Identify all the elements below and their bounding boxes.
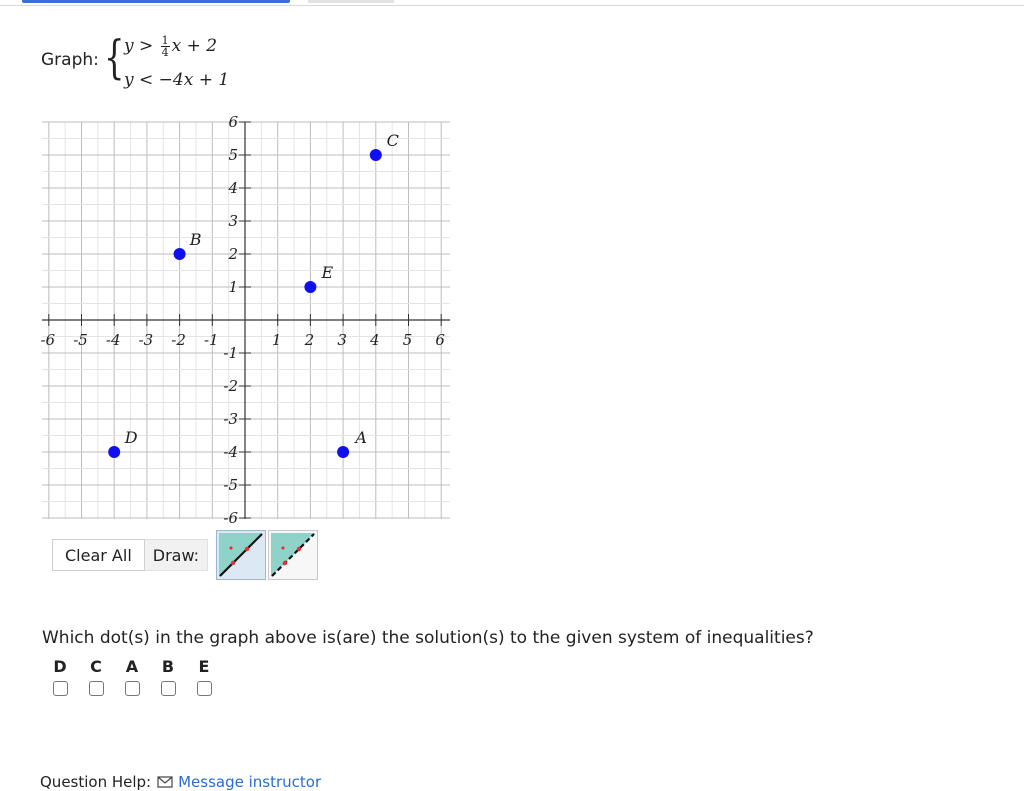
checkbox[interactable] bbox=[125, 681, 140, 696]
checkbox[interactable] bbox=[53, 681, 68, 696]
question-help bbox=[40, 773, 321, 791]
checkbox[interactable] bbox=[197, 681, 212, 696]
x-tick-label: 5 bbox=[402, 331, 413, 349]
choice-b[interactable] bbox=[150, 657, 186, 696]
x-tick-label: -3 bbox=[138, 331, 154, 349]
checkbox[interactable] bbox=[89, 681, 104, 696]
y-tick-label: 1 bbox=[228, 278, 238, 296]
graph-toolbar bbox=[52, 538, 208, 572]
choice-letter: E bbox=[198, 657, 210, 676]
point-label-e: E bbox=[321, 263, 334, 282]
choice-c[interactable] bbox=[78, 657, 114, 696]
inequality-2: y < −4x + 1 bbox=[124, 70, 230, 90]
x-tick-label: 6 bbox=[435, 331, 445, 349]
message-instructor-label: Message instructor bbox=[178, 773, 322, 791]
x-tick-label: 3 bbox=[337, 331, 347, 349]
point-label-b: B bbox=[189, 230, 202, 249]
y-tick-label: -4 bbox=[223, 443, 238, 461]
choice-d[interactable] bbox=[42, 657, 78, 696]
y-tick-label: 3 bbox=[228, 212, 238, 230]
point-e[interactable] bbox=[304, 281, 316, 293]
y-tick-label: -3 bbox=[223, 410, 238, 428]
y-tick-label: 2 bbox=[228, 245, 238, 263]
draw-label: Draw: bbox=[145, 539, 208, 571]
x-tick-label: -6 bbox=[40, 331, 56, 349]
point-d[interactable] bbox=[108, 446, 120, 458]
point-b[interactable] bbox=[174, 248, 186, 260]
choice-e[interactable] bbox=[186, 657, 222, 696]
choice-letter: A bbox=[125, 657, 139, 676]
graph-label: Graph: bbox=[41, 50, 99, 70]
y-tick-label: -5 bbox=[223, 476, 238, 494]
y-tick-label: 5 bbox=[228, 146, 238, 164]
choice-letter: C bbox=[90, 657, 102, 676]
x-tick-label: 1 bbox=[271, 331, 282, 349]
system-brace: { bbox=[104, 30, 125, 84]
solid-line-tool-button[interactable] bbox=[216, 530, 266, 580]
choice-letter: D bbox=[53, 657, 67, 676]
point-label-c: C bbox=[386, 131, 399, 150]
inequality-1: y > $\frac{1}{4}$ x + 2 bbox=[124, 34, 218, 59]
choice-a[interactable] bbox=[114, 657, 150, 696]
mail-icon bbox=[157, 776, 173, 788]
point-c[interactable] bbox=[370, 149, 382, 161]
x-tick-label: 4 bbox=[370, 331, 380, 349]
x-tick-label: -2 bbox=[171, 331, 186, 349]
answer-choices bbox=[42, 657, 222, 696]
y-tick-label: -1 bbox=[223, 344, 238, 362]
point-a[interactable] bbox=[337, 446, 349, 458]
point-label-d: D bbox=[124, 428, 138, 447]
y-tick-label: 4 bbox=[228, 179, 238, 197]
message-instructor-link[interactable] bbox=[157, 773, 321, 791]
solid-line-icon bbox=[217, 531, 265, 579]
clear-all-button[interactable]: Clear All bbox=[52, 539, 145, 571]
question-help-label: Question Help: bbox=[40, 773, 152, 791]
x-tick-label: -1 bbox=[203, 331, 219, 349]
dashed-line-icon bbox=[269, 531, 317, 579]
choice-letter: B bbox=[161, 657, 175, 676]
y-tick-label: -2 bbox=[223, 377, 238, 395]
x-tick-label: -4 bbox=[105, 331, 121, 349]
x-tick-label: 2 bbox=[304, 331, 315, 349]
checkbox[interactable] bbox=[161, 681, 176, 696]
x-tick-label: -5 bbox=[73, 331, 88, 349]
question-text: Which dot(s) in the graph above is(are) the solution(s) to the given system of inequalities? bbox=[42, 628, 814, 648]
dashed-line-tool-button[interactable] bbox=[268, 530, 318, 580]
y-tick-label: -6 bbox=[223, 509, 238, 527]
point-label-a: A bbox=[355, 428, 367, 447]
fraction: $\frac{1}{4}$ bbox=[161, 34, 169, 59]
y-tick-label: 6 bbox=[228, 113, 238, 131]
